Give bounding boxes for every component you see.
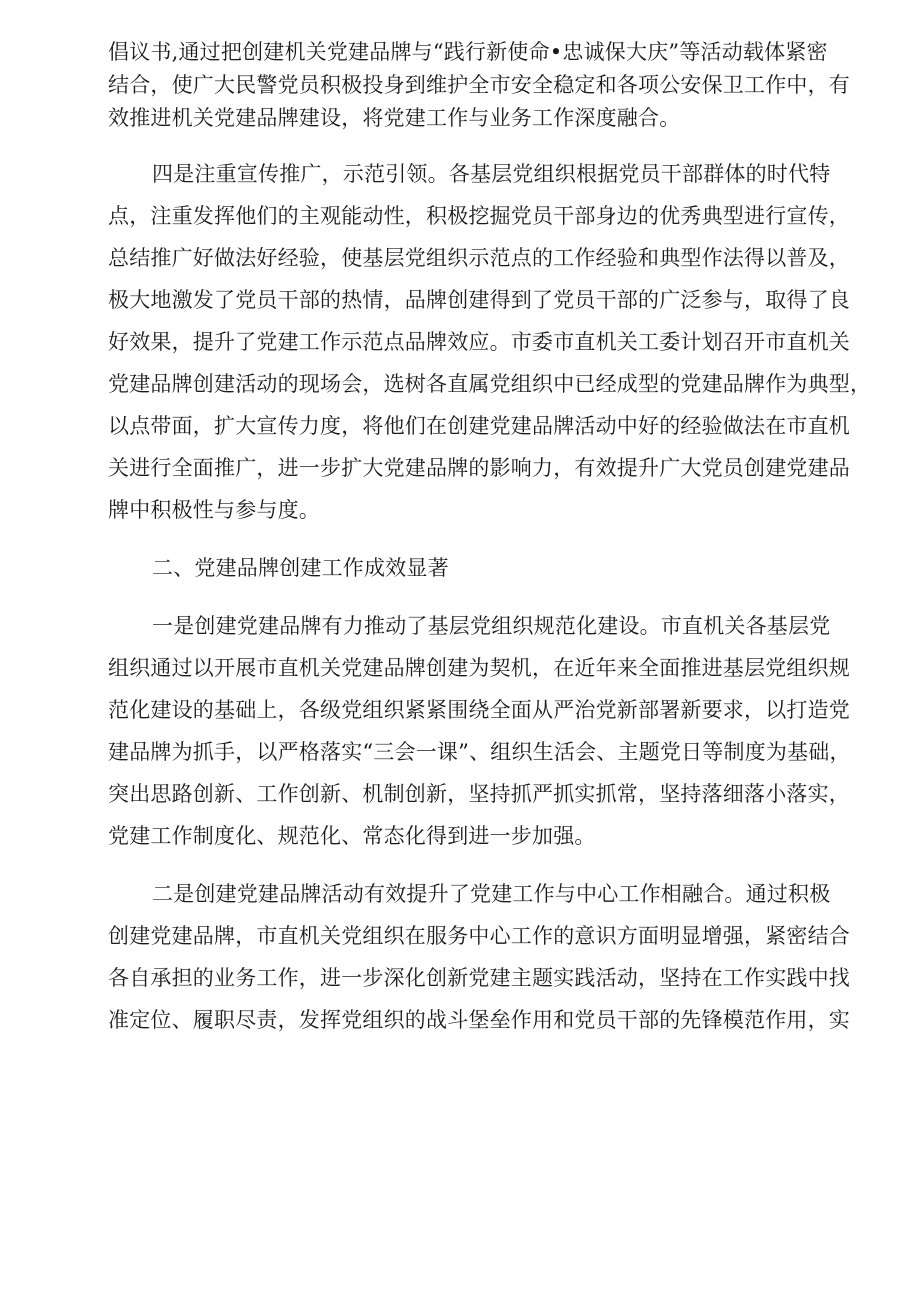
paragraph-continuation (108, 36, 850, 135)
text-line: 极大地激发了党员干部的热情，品牌创建得到了党员干部的广泛参与，取得了良 (108, 288, 850, 312)
text-line: 突出思路创新、工作创新、机制创新，坚持抓严抓实抓常，坚持落细落小落实， (108, 782, 850, 806)
text-line (108, 153, 831, 195)
text-line: 牌中积极性与参与度。 (108, 498, 320, 522)
paragraph-integration (108, 873, 850, 1041)
text-line: 各自承担的业务工作，进一步深化创新党建主题实践活动，坚持在工作实践中找 (108, 966, 850, 990)
text-line-content: 二是创建党建品牌活动有效提升了党建工作与中心工作相融合。通过积极 (152, 882, 831, 906)
section-heading (108, 547, 824, 589)
text-line: 准定位、履职尽责，发挥党组织的战斗堡垒作用和党员干部的先锋模范作用，实 (108, 1008, 850, 1032)
text-line (108, 605, 831, 647)
heading-text: 二、党建品牌创建工作成效显著 (152, 556, 449, 580)
text-line: 党建工作制度化、规范化、常态化得到进一步加强。 (108, 824, 596, 848)
text-line: 倡议书,通过把创建机关党建品牌与“践行新使命•忠诚保大庆”等活动载体紧密 (108, 40, 828, 64)
paragraph-standardization (108, 605, 851, 857)
text-line-content: 一是创建党建品牌有力推动了基层党组织规范化建设。市直机关各基层党 (152, 614, 831, 638)
text-line: 组织通过以开展市直机关党建品牌创建为契机，在近年来全面推进基层党组织规 (108, 656, 850, 680)
text-line (108, 873, 831, 915)
text-line: 建品牌为抓手，以严格落实“三会一课”、组织生活会、主题党日等制度为基础， (108, 740, 851, 764)
text-line: 总结推广好做法好经验，使基层党组织示范点的工作经验和典型作法得以普及， (108, 246, 850, 270)
text-line: 以点带面，扩大宣传力度，将他们在创建党建品牌活动中好的经验做法在市直机 (108, 414, 850, 438)
text-line: 效推进机关党建品牌建设，将党建工作与业务工作深度融合。 (108, 106, 681, 130)
paragraph-promotion (108, 153, 872, 531)
text-line: 好效果，提升了党建工作示范点品牌效应。市委市直机关工委计划召开市直机关 (108, 330, 850, 354)
text-line-content: 四是注重宣传推广，示范引领。各基层党组织根据党员干部群体的时代特 (152, 162, 831, 186)
text-line: 创建党建品牌，市直机关党组织在服务中心工作的意识方面明显增强，紧密结合 (108, 924, 850, 948)
text-line: 点，注重发挥他们的主观能动性，积极挖掘党员干部身边的优秀典型进行宣传， (108, 204, 850, 228)
text-line (108, 547, 824, 589)
text-line: 党建品牌创建活动的现场会，选树各直属党组织中已经成型的党建品牌作为典型， (108, 372, 872, 396)
document-page (108, 36, 872, 1041)
text-line: 关进行全面推广，进一步扩大党建品牌的影响力，有效提升广大党员创建党建品 (108, 456, 850, 480)
text-line: 结合，使广大民警党员积极投身到维护全市安全稳定和各项公安保卫工作中，有 (108, 73, 850, 97)
text-line: 范化建设的基础上，各级党组织紧紧围绕全面从严治党新部署新要求，以打造党 (108, 698, 850, 722)
